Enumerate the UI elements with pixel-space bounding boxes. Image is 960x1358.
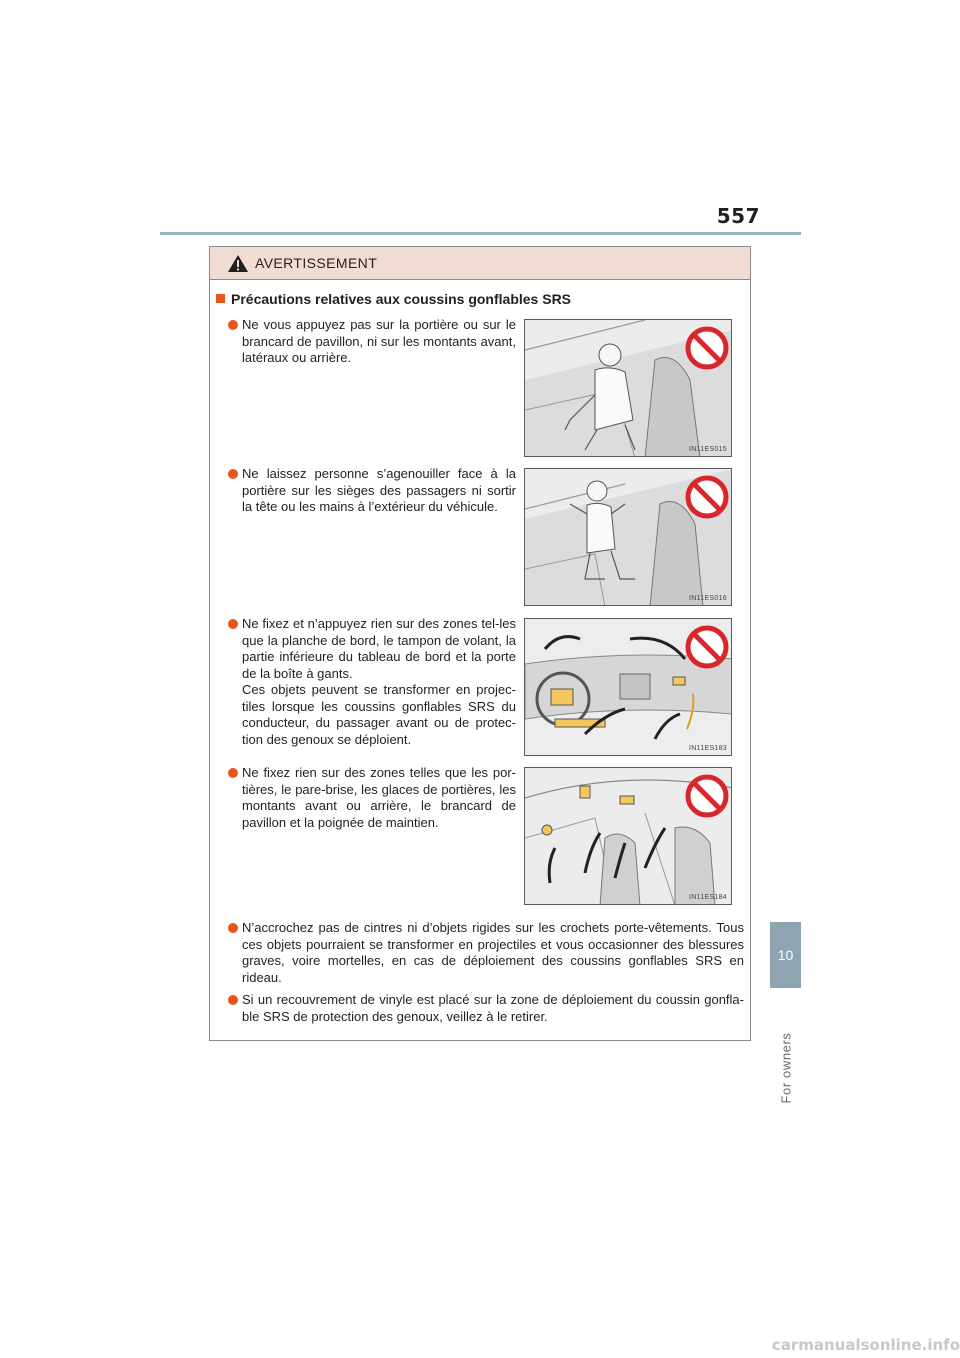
figure-kneel-facing-door	[524, 468, 732, 606]
section-title: Précautions relatives aux coussins gonflables SRS	[216, 291, 571, 307]
chapter-label	[776, 1028, 796, 1108]
bullet-dot-icon	[228, 768, 238, 778]
bullet-dot-icon	[228, 320, 238, 330]
prohibition-icon	[685, 774, 729, 818]
figure-code: IN11ES184	[689, 894, 727, 901]
header-rule	[160, 232, 801, 235]
section-square-icon	[216, 294, 225, 303]
warning-header	[210, 247, 750, 280]
chapter-label-text: For owners	[778, 1032, 794, 1104]
warning-item: Ne laissez personne s’agenouiller face à la portière sur les sièges des passagers ni sortir la tête ou les mains à l’extérieur du véhicule.	[228, 466, 516, 516]
warning-item: Ne fixez et n’appuyez rien sur des zones tel-les que la planche de bord, le tampon de volant, la partie inférieure du tableau de bord et la porte de la boîte à gants. Ces objets peuvent se transformer en projec-tiles lorsque les coussins gonflables SRS du conducteur, du passager avant ou de protec-tion des genoux se déploient.	[228, 616, 516, 748]
warning-item: Ne fixez rien sur des zones telles que les por-tières, le pare-brise, les glaces de portières, les montants avant ou arrière, le brancard de pavillon et la poignée de maintien.	[228, 765, 516, 831]
warning-title: AVERTISSEMENT	[255, 255, 378, 271]
bullet-dot-icon	[228, 619, 238, 629]
warning-box	[209, 246, 751, 1041]
figure-code: IN11ES016	[689, 595, 727, 602]
warning-triangle-icon	[227, 254, 249, 273]
page-number: 557	[716, 204, 760, 228]
prohibition-icon	[685, 326, 729, 370]
figure-pillar-zones	[524, 767, 732, 905]
chapter-tab[interactable]	[770, 922, 801, 988]
warning-item: Si un recouvrement de vinyle est placé sur la zone de déploiement du coussin gonfla-ble SRS de protection des genoux, veillez à le retirer.	[228, 992, 744, 1025]
figure-code: IN11ES015	[689, 446, 727, 453]
bullet-dot-icon	[228, 995, 238, 1005]
warning-item: N’accrochez pas de cintres ni d’objets rigides sur les crochets porte-vêtements. Tous ces objets pourraient se transformer en projectiles et vous occasionner des blessures graves, voire mortelles, en cas de déploiement des coussins gonflables SRS en rideau.	[228, 920, 744, 986]
warning-item: Ne vous appuyez pas sur la portière ou sur le brancard de pavillon, ni sur les montants avant, latéraux ou arrière.	[228, 317, 516, 367]
chapter-number: 10	[777, 947, 794, 963]
bullet-dot-icon	[228, 469, 238, 479]
bullet-dot-icon	[228, 923, 238, 933]
prohibition-icon	[685, 475, 729, 519]
watermark: carmanualsonline.info	[771, 1336, 960, 1354]
figure-code: IN11ES183	[689, 745, 727, 752]
prohibition-icon	[685, 625, 729, 669]
figure-dashboard-zones	[524, 618, 732, 756]
figure-lean-on-door	[524, 319, 732, 457]
